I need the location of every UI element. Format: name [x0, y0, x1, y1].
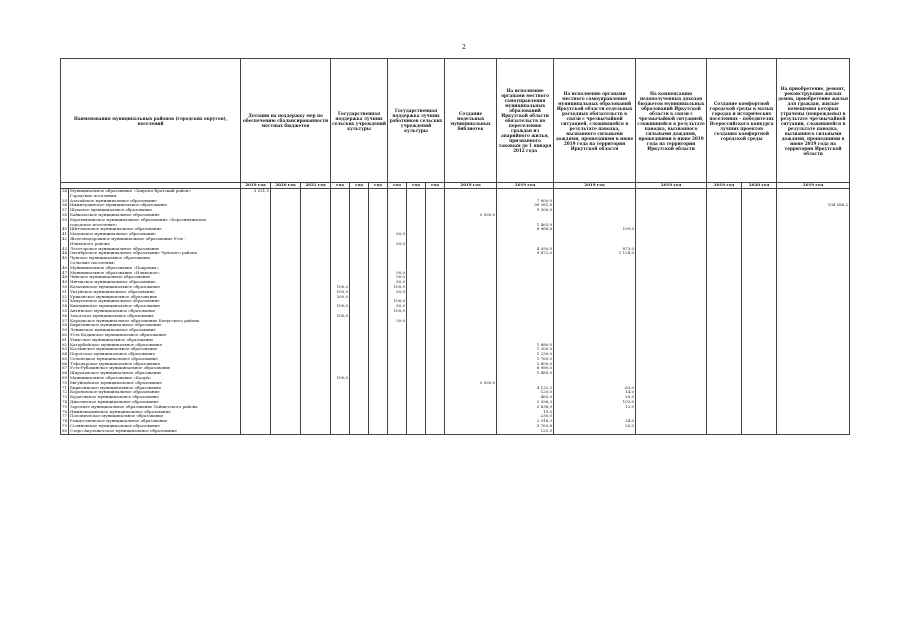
- amount-cell: [445, 429, 497, 434]
- amount-cell: 465,0: [497, 395, 554, 400]
- row-number: 76: [62, 409, 68, 414]
- amount-cell: [407, 429, 426, 434]
- table-row: [61, 429, 850, 434]
- year-header: год: [388, 183, 407, 189]
- municipality-name: Октябрьское муниципальное образование Чунского района: [69, 251, 241, 256]
- municipality-name: Муниципальное образование «Заярско-Братский район»: [69, 189, 241, 194]
- amount-cell: 63,0: [554, 386, 636, 391]
- row-number: 50: [62, 284, 68, 289]
- amount-cell: 50,0: [388, 319, 407, 324]
- amount-cell: 125,0: [497, 429, 554, 434]
- municipality-name: Умыгское муниципальное образование: [69, 338, 241, 343]
- amount-cell: [426, 429, 445, 434]
- row-number: 55: [62, 308, 68, 313]
- row-number: 54: [62, 304, 68, 309]
- municipality-name: Солонецкое муниципальное образование: [69, 357, 241, 362]
- row-number: 79: [62, 424, 68, 429]
- amount-cell: 193,0: [554, 400, 636, 405]
- row-number: 64: [62, 352, 68, 357]
- amount-cell: 1 300,0: [497, 347, 554, 352]
- row-number: 49: [62, 280, 68, 285]
- amount-cell: 230,0: [497, 414, 554, 419]
- municipality-name: Атагайское муниципальное образование: [69, 199, 241, 204]
- amount-cell: [369, 429, 388, 434]
- row-number: 59: [62, 328, 68, 333]
- municipality-name: Шумское муниципальное образование: [69, 208, 241, 213]
- municipality-name: Залогское муниципальное образование: [69, 314, 241, 319]
- amount-cell: 1 760,0: [497, 357, 554, 362]
- amount-cell: 104 586,2: [777, 203, 850, 208]
- amount-cell: 50,0: [388, 280, 407, 285]
- row-number: 34: [62, 188, 68, 193]
- amount-cell: [350, 429, 369, 434]
- municipality-name: Чунское муниципальное образование: [69, 256, 241, 261]
- amount-cell: 7 600,0: [497, 199, 554, 204]
- amount-cell: [554, 429, 636, 434]
- municipality-name: Соляновское муниципальное образование: [69, 424, 241, 429]
- amount-cell: 50,0: [388, 304, 407, 309]
- municipality-name: Муниципальное образование «Кадуй»: [69, 376, 241, 381]
- amount-cell: 5 000,0: [445, 381, 497, 386]
- municipality-name: Старо-Акульшетское муниципальное образование: [69, 429, 241, 434]
- amount-cell: 100,0: [388, 299, 407, 304]
- municipality-name: Рождественское муниципальное образование: [69, 419, 241, 424]
- amount-cell: 6 968,8: [497, 227, 554, 232]
- year-header: год: [331, 183, 350, 189]
- municipality-name: Березнячинское муниципальное образование «Березнячинское: [69, 218, 241, 223]
- amount-cell: 14,0: [554, 390, 636, 395]
- amount-cell: 5 000,0: [445, 213, 497, 218]
- row-number: 63: [62, 347, 68, 352]
- header-libraries: Создание модельных муниципальных библиотек: [445, 59, 497, 183]
- municipality-name: Мадовское муниципальное образование: [69, 232, 241, 237]
- amount-cell: [331, 429, 350, 434]
- row-number: 41: [62, 232, 68, 237]
- municipality-name: Усть-Рубахинское муниципальное образование: [69, 366, 241, 371]
- amount-cell: 50,0: [388, 275, 407, 280]
- municipality-name: Усть-Кадинское муниципальное образование: [69, 333, 241, 338]
- budget-table: [60, 58, 850, 435]
- row-number: 65: [62, 356, 68, 361]
- amount-cell: 100,0: [331, 314, 350, 319]
- year-header: год: [369, 183, 388, 189]
- amount-cell: 100,0: [388, 309, 407, 314]
- amount-cell: 100,0: [388, 285, 407, 290]
- row-number: 40: [62, 227, 68, 232]
- amount-cell: 50,0: [388, 290, 407, 295]
- amount-cell: 34,0: [554, 419, 636, 424]
- year-header: 2019 год: [707, 183, 742, 189]
- amount-cell: 2 636,9: [497, 405, 554, 410]
- header-best-institutions: Государственная поддержка лучших сельских учреждений культуры: [331, 59, 388, 183]
- amount-cell: 5 763,8: [497, 424, 554, 429]
- row-number: 43: [62, 246, 68, 251]
- municipality-name: Костинское муниципальное образование: [69, 347, 241, 352]
- row-number: 73: [62, 395, 68, 400]
- row-number: 53: [62, 299, 68, 304]
- amount-cell: 100,0: [331, 304, 350, 309]
- row-number: 69: [62, 376, 68, 381]
- header-subsidies: Дотации на поддержку мер по обеспечению сбалансированности местных бюджетов: [241, 59, 331, 183]
- municipality-name: Тофаларское муниципальное образование: [69, 362, 241, 367]
- municipality-name: Будаговское муниципальное образование: [69, 395, 241, 400]
- amount-cell: 3 531,5: [241, 189, 271, 194]
- amount-cell: [636, 429, 707, 434]
- amount-cell: 1 480,0: [497, 371, 554, 376]
- municipality-name: Уктуйское муниципальное образование: [69, 290, 241, 295]
- amount-cell: 6 980,0: [497, 366, 554, 371]
- amount-cell: 199,0: [554, 227, 636, 232]
- amount-cell: 25,0: [554, 424, 636, 429]
- amount-cell: 100,0: [331, 290, 350, 295]
- row-number: 38: [62, 212, 68, 217]
- row-number: 60: [62, 332, 68, 337]
- municipality-name: Железнодорожное муниципальное образование Усть -: [69, 237, 241, 242]
- year-header: год: [426, 183, 445, 189]
- row-number: 36: [62, 203, 68, 208]
- row-number: 46: [62, 265, 68, 270]
- year-header: 2019 год: [636, 183, 707, 189]
- amount-cell: 873,0: [554, 247, 636, 252]
- municipality-name: Бороновское муниципальное образование: [69, 390, 241, 395]
- amount-cell: 99 381,8: [497, 203, 554, 208]
- row-number: 48: [62, 275, 68, 280]
- amount-cell: 1 230,0: [497, 352, 554, 357]
- year-header: 2020 год: [271, 183, 301, 189]
- row-number: 52: [62, 294, 68, 299]
- row-number: 72: [62, 390, 68, 395]
- amount-cell: 50,0: [388, 271, 407, 276]
- municipality-name: Квиткинское муниципальное образование: [69, 304, 241, 309]
- municipality-name: Заречное муниципальное образование Тайшетского района: [69, 405, 241, 410]
- municipality-name: Илимского района: [69, 242, 241, 247]
- amount-cell: 1 680,0: [497, 343, 554, 348]
- amount-cell: 4 132,3: [497, 386, 554, 391]
- header-flood-compensation: На компенсацию недополученных доходов бюджетов муниципальных образований Иркутской области в связи с чрезвычайной ситуацией, сложившейся в результате паводка, вызванного сильными дождями, прошедшими в июне 2019 года на территории Иркутской области: [636, 59, 707, 183]
- row-number: 77: [62, 414, 68, 419]
- amount-cell: 1 463,9: [497, 223, 554, 228]
- header-urban-environment: Создание комфортной городской среды в малых городах и исторических поселениях – победителях Всероссийского конкурса лучших проектов создания комфортной городской среды: [707, 59, 777, 183]
- row-number: 66: [62, 361, 68, 366]
- municipality-name: Карлукское муниципальное образование Качугского района: [69, 319, 241, 324]
- municipality-name: Ингинское муниципальное образование: [69, 280, 241, 285]
- municipality-name: Порогское муниципальное образование: [69, 352, 241, 357]
- municipality-name: Нижнеудинское муниципальное образование: [69, 203, 241, 208]
- year-header: 2019 год: [554, 183, 636, 189]
- municipality-name: Бирюсинское муниципальное образование: [69, 386, 241, 391]
- row-number: 58: [62, 323, 68, 328]
- row-number: 44: [62, 251, 68, 256]
- municipality-name: Ангинское муниципальное образование: [69, 309, 241, 314]
- row-number: 68: [62, 371, 68, 376]
- municipality-name: Полоническое муниципальное образование: [69, 414, 241, 419]
- municipality-name: Широковское муниципальное образование: [69, 371, 241, 376]
- municipality-name: Муниципальное образование «Покровка»: [69, 266, 241, 271]
- row-number: 37: [62, 208, 68, 213]
- year-header: 2021 год: [301, 183, 331, 189]
- municipality-name: Казачинское муниципальное образование: [69, 285, 241, 290]
- amount-cell: [707, 429, 742, 434]
- amount-cell: [742, 429, 777, 434]
- row-number: 42: [62, 236, 68, 241]
- row-number: 80: [62, 428, 68, 433]
- row-number: 75: [62, 404, 68, 409]
- row-number: 47: [62, 270, 68, 275]
- amount-cell: [241, 429, 271, 434]
- year-header: 2019 год: [445, 183, 497, 189]
- municipality-name: Уриковское муниципальное образование: [69, 295, 241, 300]
- amount-cell: 100,0: [331, 285, 350, 290]
- header-best-workers: Государственная поддержка лучших работников сельских учреждений культуры: [388, 59, 445, 183]
- amount-cell: 4 050,0: [497, 247, 554, 252]
- municipality-name: Ленинское муниципальное образование: [69, 328, 241, 333]
- amount-cell: 2 396,3: [497, 400, 554, 405]
- header-resettlement: На исполнение органами местного самоуправления муниципальных образований Иркутской области обязательств по переселению граждан из аварийного жилья, признанного таковым до 1 января 2012 года: [497, 59, 554, 183]
- amount-cell: 50,0: [388, 242, 407, 247]
- amount-cell: [777, 429, 850, 434]
- municipality-name: Сельские поселения:: [69, 261, 241, 266]
- row-number: 71: [62, 385, 68, 390]
- municipality-name: Байкальское муниципальное образование: [69, 213, 241, 218]
- year-header: 2019 год: [777, 183, 850, 189]
- row-number: 70: [62, 380, 68, 385]
- amount-cell: 100,0: [331, 376, 350, 381]
- amount-cell: [388, 429, 407, 434]
- municipality-name: Бирюлинское муниципальное образование: [69, 323, 241, 328]
- year-header: 2019 год: [497, 183, 554, 189]
- row-number: 61: [62, 337, 68, 342]
- row-number: 35: [62, 198, 68, 203]
- municipality-name: Чинское муниципальное образование: [69, 275, 241, 280]
- amount-cell: 200,0: [331, 295, 350, 300]
- municipality-name: Хомутовское муниципальное образование: [69, 299, 241, 304]
- row-number: 45: [62, 256, 68, 261]
- row-number: 62: [62, 342, 68, 347]
- amount-cell: 50,0: [388, 232, 407, 237]
- row-number: 67: [62, 366, 68, 371]
- amount-cell: [271, 429, 301, 434]
- header-municipality: Наименования муниципальных районов (городских округов), поселений: [61, 59, 241, 183]
- row-number: 78: [62, 419, 68, 424]
- page-number: 2: [462, 44, 466, 51]
- year-header: год: [350, 183, 369, 189]
- year-header: год: [407, 183, 426, 189]
- amount-cell: 120,0: [497, 390, 554, 395]
- amount-cell: [301, 429, 331, 434]
- municipality-name: Шитомовское муниципальное образование: [69, 227, 241, 232]
- amount-cell: 20,0: [554, 395, 636, 400]
- amount-cell: 12,0: [554, 405, 636, 410]
- year-header: 2020 год: [742, 183, 777, 189]
- amount-cell: 9 472,0: [497, 251, 554, 256]
- row-number: 56: [62, 313, 68, 318]
- municipality-name: Джогинское муниципальное образование: [69, 400, 241, 405]
- amount-cell: 1 128,0: [554, 251, 636, 256]
- municipality-name: Нижнешадинское муниципальное образование: [69, 410, 241, 415]
- amount-cell: 15,0: [497, 410, 554, 415]
- municipality-name: Муниципальное образование «Илимское»: [69, 271, 241, 276]
- row-number: 57: [62, 318, 68, 323]
- row-number: 39: [62, 217, 68, 222]
- year-header: 2019 год: [241, 183, 271, 189]
- amount-cell: 2 916,3: [497, 419, 554, 424]
- amount-cell: 9 300,0: [497, 208, 554, 213]
- amount-cell: 2 600,0: [497, 362, 554, 367]
- municipality-name: Евгуйцейское муниципальное образование: [69, 381, 241, 386]
- header-flood-expenses: На исполнение органами местного самоуправления муниципальных образований Иркутской области отдельных расходных обязательств в связи с чрезвычайной ситуацией, сложившейся в результате паводка, вызванного сильными дождями, прошедшими в июне 2019 года на территории Иркутской области: [554, 59, 636, 183]
- municipality-name: Катарбейское муниципальное образование: [69, 343, 241, 348]
- municipality-name: Городские поселения:: [69, 194, 241, 199]
- row-number: 51: [62, 289, 68, 294]
- row-number: 74: [62, 400, 68, 405]
- municipality-name: Лесогорское муниципальное образование: [69, 247, 241, 252]
- municipality-name: городское поселение»: [69, 223, 241, 228]
- header-housing: На приобретение, ремонт, реконструкцию жилых домов, приобретение жилья для граждан, жилые помещения которых утрачены (повреждены) в результате чрезвычайной ситуации, сложившейся в результате паводка, вызванного сильными дождями, прошедшими в июне 2019 года на территории Иркутской области: [777, 59, 850, 183]
